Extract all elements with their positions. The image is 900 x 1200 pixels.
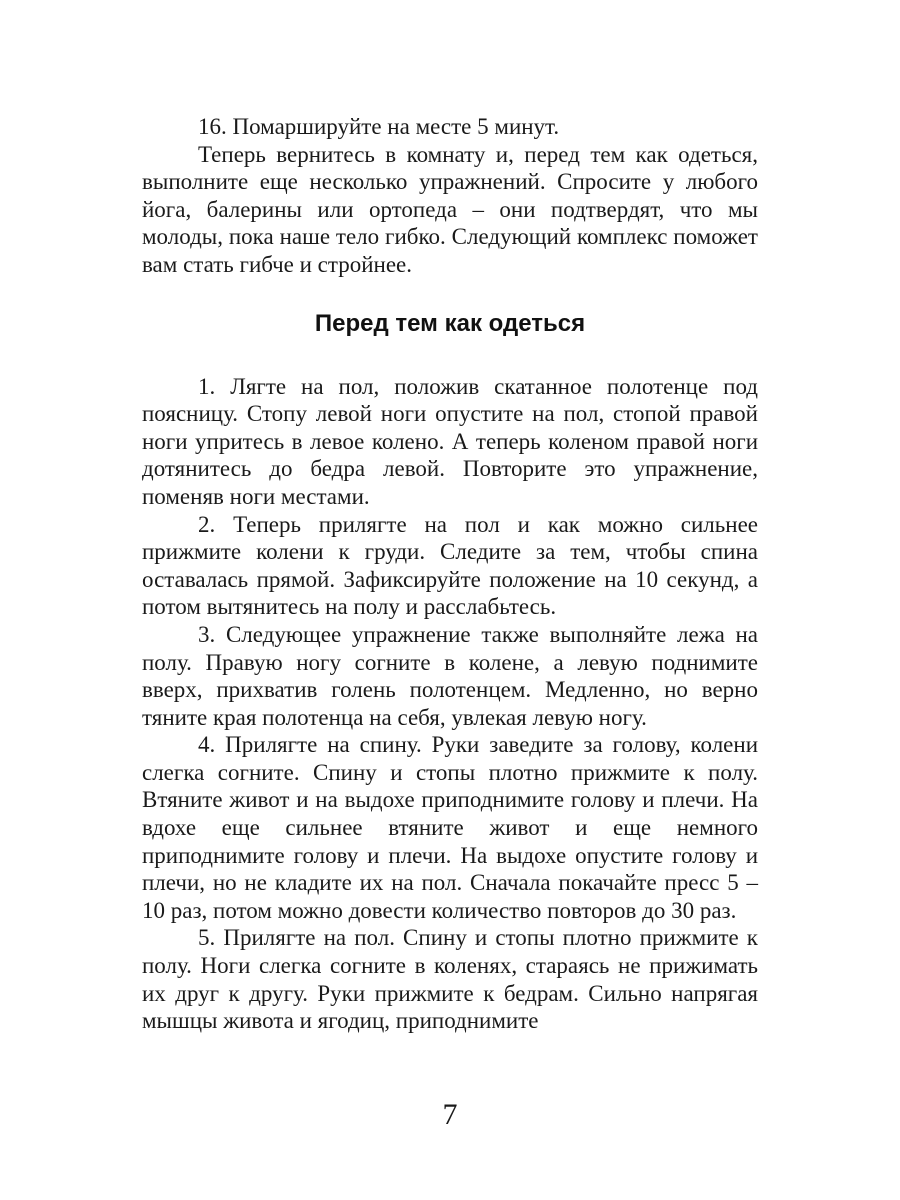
intro-paragraph-1: 16. Помаршируйте на месте 5 минут. <box>198 114 560 139</box>
page-body <box>142 113 758 1035</box>
intro-paragraph-2: Теперь вернитесь в комнату и, перед тем как одеться, выполните еще несколько упражнений. Спросите у любого йога, балерины или ортопеда – они подтвердят, что мы молоды, пока наше тело гибко. Следующий комплекс поможет вам стать гибче и стройнее. <box>142 141 758 277</box>
exercise-item-5: 5. Прилягте на пол. Спину и стопы плотно прижмите к полу. Ноги слегка согните в коленях, стараясь не прижимать их друг к другу. Руки прижмите к бедрам. Сильно напрягая мышцы живота и ягодиц, приподнимите <box>142 925 758 1034</box>
section-heading: Перед тем как одеться <box>314 309 586 337</box>
exercise-item-2: 2. Теперь прилягте на пол и как можно сильнее прижмите колени к груди. Следите за тем, чтобы спина оставалась прямой. Зафиксируйте положение на 10 секунд, а потом вытянитесь на полу и расслабьтесь. <box>142 511 758 620</box>
exercise-item-4: 4. Прилягте на спину. Руки заведите за голову, колени слегка согните. Спину и стопы плотно прижмите к полу. Втяните живот и на выдохе приподнимите голову и плечи. На вдохе еще сильнее втяните живот и еще немного приподнимите голову и плечи. На выдохе опустите голову и плечи, но не кладите их на пол. Сначала покачайте пресс 5 – 10 раз, потом можно довести количество повторов до 30 раз. <box>142 732 758 923</box>
page-number: 7 <box>442 1098 458 1131</box>
exercise-item-3: 3. Следующее упражнение также выполняйте лежа на полу. Правую ногу согните в колене, а левую поднимите вверх, прихватив голень полотенцем. Медленно, но верно тяните края полотенца на себя, увлекая левую ногу. <box>142 621 758 730</box>
exercise-item-1: 1. Лягте на пол, положив скатанное полотенце под поясницу. Стопу левой ноги опустите на пол, стопой правой ноги упритесь в левое колено. А теперь коленом правой ноги дотянитесь до бедра левой. Повторите это упражнение, поменяв ноги местами. <box>142 373 758 509</box>
